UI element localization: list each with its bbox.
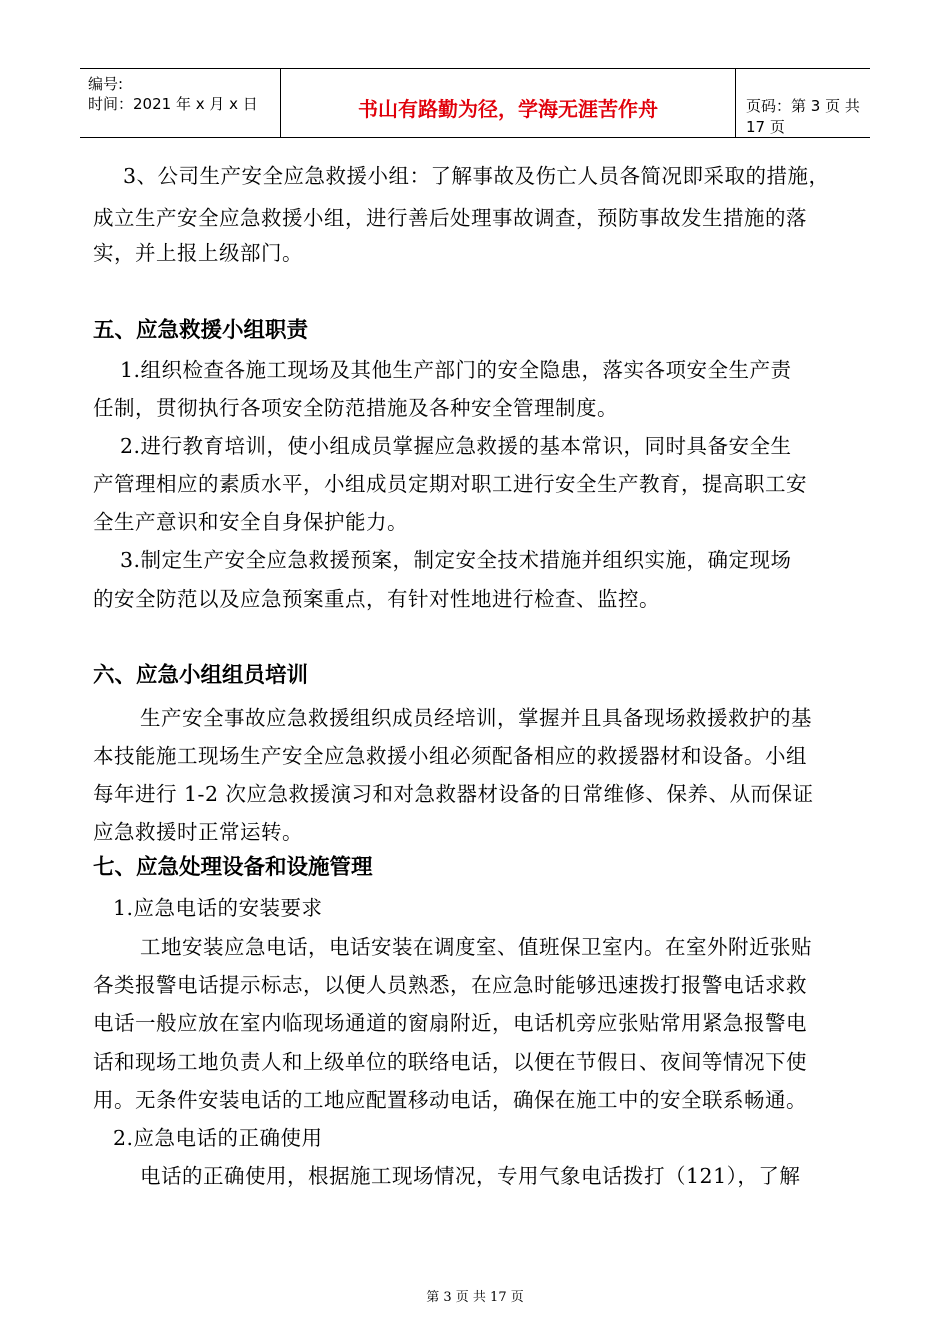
paragraph-line: 实，并上报上级部门。 [93, 241, 303, 265]
section-heading-7: 七、应急处理设备和设施管理 [93, 855, 373, 880]
paragraph-line: 电话的正确使用，根据施工现场情况，专用气象电话拨打（121），了解 [140, 1164, 801, 1188]
paragraph-line: 全生产意识和安全自身保护能力。 [93, 510, 408, 534]
paragraph-line: 2.应急电话的正确使用 [113, 1126, 323, 1150]
section-heading-5: 五、应急救援小组职责 [93, 318, 309, 343]
paragraph-line: 本技能施工现场生产安全应急救援小组必须配备相应的救援器材和设备。小组 [93, 744, 807, 768]
paragraph-line: 每年进行 1-2 次应急救援演习和对急救器材设备的日常维修、保养、从而保证 [93, 782, 814, 806]
motto: 书山有路勤为径，学海无涯苦作舟 [358, 97, 658, 121]
document-header [80, 68, 870, 138]
time-label: 时间：2021 年 x 月 x 日 [88, 95, 258, 113]
paragraph-line: 应急救援时正常运转。 [93, 820, 303, 844]
paragraph-line: 话和现场工地负责人和上级单位的联络电话，以便在节假日、夜间等情况下使 [93, 1050, 807, 1074]
paragraph-line: 的安全防范以及应急预案重点，有针对性地进行检查、监控。 [93, 587, 660, 611]
section-heading-6: 六、应急小组组员培训 [93, 663, 309, 688]
paragraph-line: 2.进行教育培训，使小组成员掌握应急救援的基本常识，同时具备安全生 [120, 434, 792, 458]
paragraph-line: 生产安全事故应急救援组织成员经培训，掌握并且具备现场救援救护的基 [140, 706, 812, 730]
paragraph-line: 产管理相应的素质水平，小组成员定期对职工进行安全生产教育，提高职工安 [93, 472, 807, 496]
header-left-cell [80, 69, 281, 137]
paragraph-line: 3.制定生产安全应急救援预案，制定安全技术措施并组织实施，确定现场 [120, 548, 792, 572]
page-info: 页码：第 3 页 共 17 页 [746, 97, 860, 136]
paragraph-line: 电话一般应放在室内临现场通道的窗扇附近，电话机旁应张贴常用紧急报警电 [93, 1011, 807, 1035]
paragraph-line: 用。无条件安装电话的工地应配置移动电话，确保在施工中的安全联系畅通。 [93, 1088, 807, 1112]
paragraph-line: 成立生产安全应急救援小组，进行善后处理事故调查，预防事故发生措施的落 [93, 206, 807, 230]
paragraph-line: 各类报警电话提示标志，以便人员熟悉，在应急时能够迅速拨打报警电话求救 [93, 973, 807, 997]
number-label: 编号: [88, 75, 124, 93]
paragraph-line: 任制，贯彻执行各项安全防范措施及各种安全管理制度。 [93, 396, 618, 420]
paragraph-line: 3、公司生产安全应急救援小组：了解事故及伤亡人员各简况即采取的措施， [123, 164, 830, 188]
paragraph-line: 1.组织检查各施工现场及其他生产部门的安全隐患，落实各项安全生产责 [120, 358, 792, 382]
page-footer: 第 3 页 共 17 页 [426, 1290, 524, 1305]
paragraph-line: 1.应急电话的安装要求 [113, 896, 323, 920]
header-page-cell [736, 69, 870, 137]
paragraph-line: 工地安装应急电话，电话安装在调度室、值班保卫室内。在室外附近张贴 [140, 935, 812, 959]
header-motto-cell [281, 69, 736, 137]
